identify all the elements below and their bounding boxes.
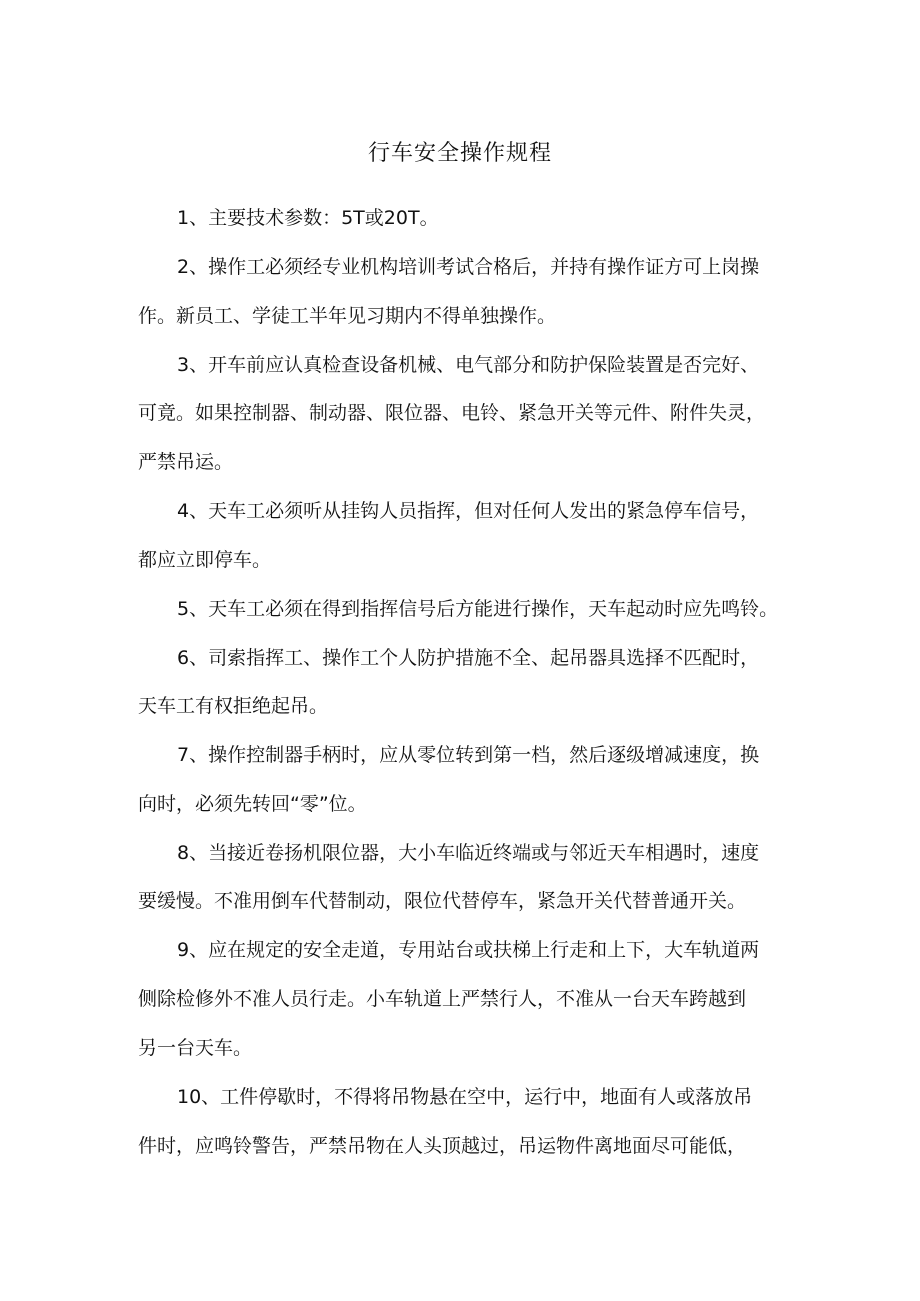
rule-6-line-2: 天车工有权拒绝起吊。 xyxy=(138,695,329,717)
rule-8-line-2: 要缓慢。不准用倒车代替制动，限位代替停车，紧急开关代替普通开关。 xyxy=(138,890,747,912)
rule-2-line-2: 作。新员工、学徒工半年见习期内不得单独操作。 xyxy=(138,305,557,327)
rule-7-line-2: 向时，必须先转回“零”位。 xyxy=(138,793,367,815)
rule-7-line-1: 7、操作控制器手柄时，应从零位转到第一档，然后逐级增减速度，换 xyxy=(177,744,760,766)
rule-1-line-1: 1、主要技术参数：5T或20T。 xyxy=(177,207,439,229)
rule-9-line-2: 侧除检修外不准人员行走。小车轨道上严禁行人，不准从一台天车跨越到 xyxy=(138,988,747,1010)
rule-5-line-1: 5、天车工必须在得到指挥信号后方能进行操作，天车起动时应先鸣铃。 xyxy=(177,598,779,620)
rule-4-line-1: 4、天车工必须听从挂钩人员指挥，但对任何人发出的紧急停车信号， xyxy=(177,500,760,522)
rule-9-line-3: 另一台天车。 xyxy=(138,1037,253,1059)
rule-3-line-1: 3、开车前应认真检查设备机械、电气部分和防护保险装置是否完好、 xyxy=(177,354,760,376)
rule-4-line-2: 都应立即停车。 xyxy=(138,549,272,571)
document-title: 行车安全操作规程 xyxy=(367,141,552,166)
rule-3-line-2: 可竟。如果控制器、制动器、限位器、电铃、紧急开关等元件、附件失灵， xyxy=(138,402,766,424)
rule-2-line-1: 2、操作工必须经专业机构培训考试合格后，并持有操作证方可上岗操 xyxy=(177,256,760,278)
rule-6-line-1: 6、司索指挥工、操作工个人防护措施不全、起吊器具选择不匹配时， xyxy=(177,647,760,669)
rule-10-line-1: 10、工件停歇时，不得将吊物悬在空中，运行中，地面有人或落放吊 xyxy=(177,1086,753,1108)
rule-8-line-1: 8、当接近卷扬机限位器，大小车临近终端或与邻近天车相遇时，速度 xyxy=(177,842,760,864)
rule-9-line-1: 9、应在规定的安全走道，专用站台或扶梯上行走和上下，大车轨道两 xyxy=(177,939,760,961)
rule-10-line-2: 件时，应鸣铃警告，严禁吊物在人头顶越过，吊运物件离地面尽可能低， xyxy=(138,1135,747,1157)
rule-3-line-3: 严禁吊运。 xyxy=(138,451,234,473)
